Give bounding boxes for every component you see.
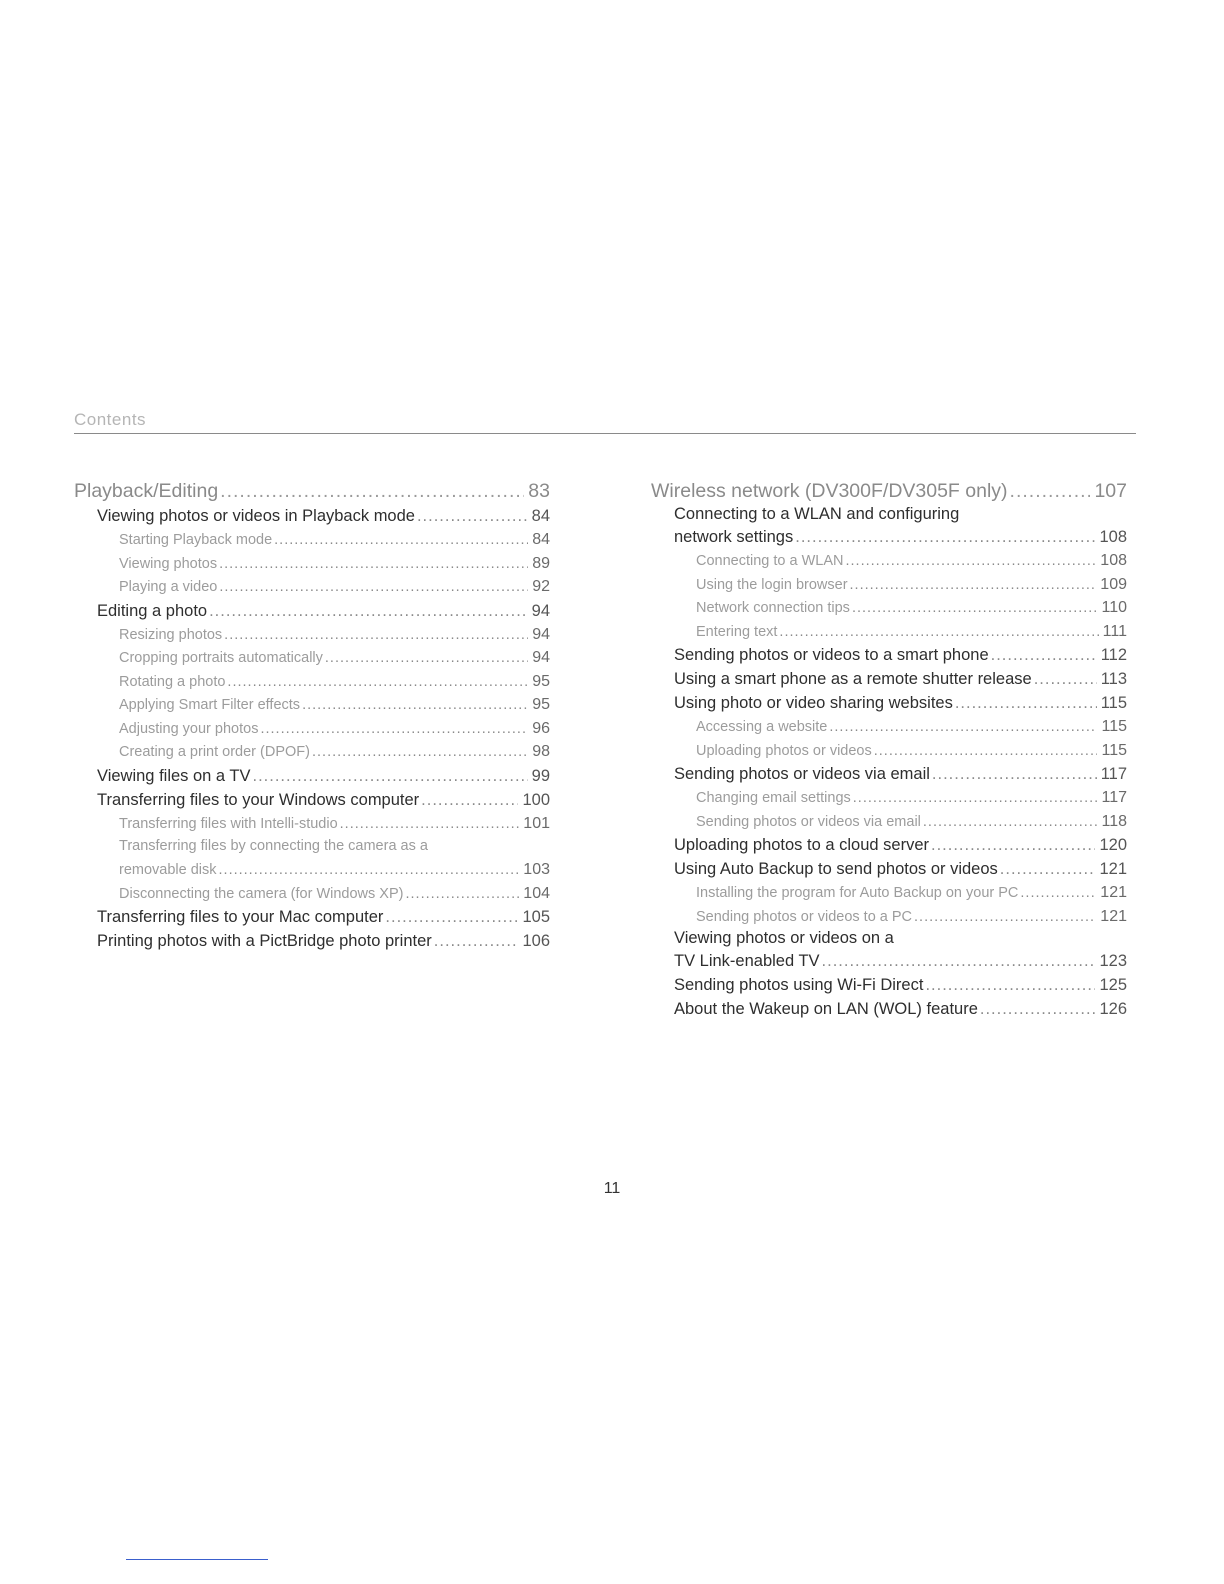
- toc-entry-page: 104: [523, 884, 550, 902]
- dot-leader: [991, 643, 1097, 667]
- toc-entry-page: 121: [1099, 860, 1127, 878]
- toc-entry[interactable]: [74, 693, 550, 717]
- toc-entry[interactable]: [651, 762, 1127, 786]
- dot-leader: [405, 883, 519, 907]
- toc-entry-page: 121: [1100, 884, 1127, 901]
- toc-entry[interactable]: [74, 623, 550, 647]
- toc-entry[interactable]: [74, 599, 550, 623]
- toc-entry-title-line: Transferring files by connecting the camera as a: [119, 838, 428, 854]
- dot-leader: [850, 574, 1097, 598]
- toc-entry[interactable]: [651, 478, 1127, 504]
- toc-entry-page: 110: [1101, 599, 1127, 616]
- toc-entry-page: 112: [1100, 646, 1127, 664]
- toc-entry-title: Using a smart phone as a remote shutter release: [674, 670, 1032, 688]
- toc-entry-page: 84: [532, 531, 550, 548]
- dot-leader: [325, 647, 528, 671]
- toc-entry-page: 95: [532, 672, 550, 690]
- toc-entry-page: 94: [532, 649, 550, 666]
- toc-left-column: [74, 478, 550, 953]
- toc-entry-title: Printing photos with a PictBridge photo printer: [97, 932, 432, 950]
- toc-entry[interactable]: [651, 973, 1127, 997]
- toc-entry-page: 100: [522, 790, 550, 809]
- dot-leader: [274, 529, 528, 553]
- toc-entry-title: Transferring files with Intelli-studio: [119, 815, 338, 832]
- dot-leader: [846, 550, 1097, 574]
- dot-leader: [219, 553, 528, 577]
- toc-entry[interactable]: [651, 596, 1127, 620]
- toc-entry[interactable]: [651, 525, 1127, 549]
- toc-entry-title: Playback/Editing: [74, 480, 219, 502]
- dot-leader: [914, 906, 1096, 930]
- bottom-link-underline: [126, 1559, 268, 1560]
- toc-entry-page: 84: [531, 507, 550, 525]
- toc-entry-page: 103: [523, 861, 550, 878]
- toc-entry-title: Using Auto Backup to send photos or videos: [674, 860, 998, 878]
- toc-entry-title-line: Viewing photos or videos on a: [674, 929, 894, 947]
- dot-leader: [260, 718, 528, 742]
- dot-leader: [1020, 882, 1096, 906]
- dot-leader: [931, 833, 1095, 857]
- dot-leader: [219, 859, 520, 883]
- toc-entry-page: 115: [1101, 741, 1127, 759]
- section-header-label: Contents: [74, 410, 147, 429]
- dot-leader: [932, 762, 1097, 786]
- toc-entry[interactable]: [74, 504, 550, 528]
- toc-entry[interactable]: [651, 739, 1127, 763]
- dot-leader: [434, 929, 519, 953]
- toc-entry-title: Changing email settings: [696, 790, 851, 806]
- toc-entry-page: 105: [522, 908, 550, 926]
- toc-entry-title: Viewing files on a TV: [97, 766, 251, 785]
- toc-entry-title: Playing a video: [119, 579, 218, 595]
- dot-leader: [385, 905, 518, 929]
- toc-entry[interactable]: [74, 717, 550, 741]
- toc-entry-title: Entering text: [696, 623, 778, 640]
- dot-leader: [1010, 478, 1091, 504]
- toc-entry[interactable]: [74, 788, 550, 812]
- toc-entry[interactable]: [651, 857, 1127, 881]
- dot-leader: [1034, 667, 1097, 691]
- toc-entry-page: 83: [528, 480, 550, 502]
- toc-entry-title: Creating a print order (DPOF): [119, 744, 310, 760]
- toc-entry[interactable]: [651, 643, 1127, 667]
- toc-entry-page: 120: [1099, 836, 1127, 854]
- toc-entry-title: Sending photos or videos via email: [696, 813, 921, 830]
- toc-entry[interactable]: [74, 905, 550, 929]
- toc-entry[interactable]: [651, 881, 1127, 905]
- dot-leader: [312, 741, 528, 765]
- toc-entry-title: Applying Smart Filter effects: [119, 697, 301, 713]
- toc-entry-title: Cropping portraits automatically: [119, 650, 323, 666]
- toc-entry[interactable]: [74, 646, 550, 670]
- toc-entry-title: Sending photos using Wi-Fi Direct: [674, 976, 924, 994]
- toc-entry-page: 117: [1101, 789, 1127, 806]
- toc-entry[interactable]: [651, 620, 1127, 644]
- toc-entry-page: 94: [532, 625, 550, 643]
- dot-leader: [340, 813, 520, 837]
- toc-entry[interactable]: [74, 528, 550, 552]
- toc-entry-title: Wireless network (DV300F/DV305F only): [651, 480, 1008, 502]
- toc-entry-title: Connecting to a WLAN: [696, 553, 844, 569]
- toc-entry-page: 108: [1099, 528, 1127, 546]
- toc-entry-page: 89: [532, 554, 550, 572]
- toc-entry-page: 111: [1102, 622, 1127, 640]
- toc-right-column: [651, 478, 1127, 1021]
- toc-entry-page: 98: [532, 743, 550, 760]
- dot-leader: [252, 764, 527, 788]
- toc-entry-title: Uploading photos to a cloud server: [674, 836, 929, 854]
- toc-entry-page: 123: [1099, 952, 1127, 970]
- dot-leader: [874, 740, 1098, 764]
- toc-entry[interactable]: [74, 858, 550, 882]
- dot-leader: [421, 788, 518, 812]
- toc-entry-title: Viewing photos or videos in Playback mode: [97, 507, 415, 525]
- toc-entry-page: 92: [532, 578, 550, 595]
- toc-entry-title: Sending photos or videos to a PC: [696, 908, 913, 925]
- toc-entry-page: 107: [1094, 480, 1127, 502]
- toc-entry[interactable]: [651, 905, 1127, 929]
- page-number: 11: [603, 1180, 621, 1197]
- toc-entry-title: Network connection tips: [696, 600, 850, 616]
- toc-entry[interactable]: [651, 549, 1127, 573]
- dot-leader: [779, 621, 1098, 645]
- dot-leader: [980, 997, 1096, 1021]
- toc-entry-page: 108: [1100, 552, 1127, 569]
- toc-entry-title: About the Wakeup on LAN (WOL) feature: [674, 1000, 978, 1018]
- toc-entry[interactable]: [651, 715, 1127, 739]
- toc-entry[interactable]: [651, 833, 1127, 857]
- toc-entry-page: 94: [531, 601, 550, 620]
- toc-entry-title: TV Link-enabled TV: [674, 952, 820, 970]
- toc-entry[interactable]: [651, 667, 1127, 691]
- dot-leader: [923, 811, 1098, 835]
- toc-entry-page: 95: [532, 696, 550, 713]
- toc-entry-page: 99: [531, 766, 550, 785]
- toc-entry-title: Transferring files to your Mac computer: [97, 908, 384, 926]
- toc-entry-title: Using the login browser: [696, 576, 848, 593]
- toc-entry[interactable]: [74, 812, 550, 836]
- dot-leader: [925, 973, 1095, 997]
- toc-entry[interactable]: [651, 949, 1127, 973]
- toc-entry-title: network settings: [674, 528, 794, 546]
- toc-entry-page: 117: [1100, 765, 1127, 783]
- dot-leader: [227, 671, 528, 695]
- toc-entry-title: removable disk: [119, 862, 217, 878]
- toc-entry[interactable]: [74, 740, 550, 764]
- toc-entry[interactable]: [651, 573, 1127, 597]
- header-divider: [74, 433, 1136, 434]
- dot-leader: [853, 787, 1098, 811]
- toc-entry[interactable]: [651, 786, 1127, 810]
- dot-leader: [220, 478, 524, 504]
- toc-entry-title: Transferring files to your Windows computer: [97, 790, 420, 809]
- toc-entry-title: Rotating a photo: [119, 673, 226, 690]
- toc-entry-page: 115: [1101, 718, 1127, 735]
- toc-entry-page: 121: [1100, 907, 1127, 925]
- toc-entry-title: Uploading photos or videos: [696, 742, 872, 759]
- toc-entry[interactable]: [74, 929, 550, 953]
- dot-leader: [219, 576, 528, 600]
- toc-entry[interactable]: [651, 691, 1127, 715]
- toc-entry[interactable]: [74, 552, 550, 576]
- dot-leader: [795, 525, 1095, 549]
- dot-leader: [955, 691, 1097, 715]
- toc-entry-page: 126: [1099, 1000, 1127, 1018]
- toc-entry-page: 96: [532, 719, 550, 737]
- toc-entry-page: 109: [1100, 575, 1127, 593]
- toc-entry-page: 113: [1100, 670, 1127, 688]
- toc-entry[interactable]: [651, 997, 1127, 1021]
- toc-entry-title: Installing the program for Auto Backup on your PC: [696, 885, 1019, 901]
- dot-leader: [822, 949, 1096, 973]
- dot-leader: [1000, 857, 1096, 881]
- toc-entry-title: Starting Playback mode: [119, 532, 273, 548]
- dot-leader: [302, 694, 528, 718]
- toc-entry[interactable]: [74, 764, 550, 788]
- toc-entry-page: 106: [522, 932, 550, 950]
- toc-entry-page: 118: [1101, 812, 1127, 830]
- toc-entry[interactable]: [651, 810, 1127, 834]
- toc-entry-page: 115: [1100, 694, 1127, 712]
- toc-entry-title: Resizing photos: [119, 626, 223, 643]
- toc-entry-title: Sending photos or videos to a smart phone: [674, 646, 989, 664]
- dot-leader: [417, 504, 528, 528]
- dot-leader: [852, 597, 1098, 621]
- toc-entry-title-line: Connecting to a WLAN and configuring: [674, 505, 960, 523]
- dot-leader: [224, 624, 528, 648]
- toc-entry-title: Sending photos or videos via email: [674, 765, 930, 783]
- toc-entry-title: Viewing photos: [119, 555, 218, 572]
- toc-entry[interactable]: [74, 670, 550, 694]
- toc-entry[interactable]: [74, 478, 550, 504]
- toc-entry-title: Using photo or video sharing websites: [674, 694, 953, 712]
- toc-entry-title: Disconnecting the camera (for Windows XP): [119, 885, 404, 902]
- toc-entry-page: 125: [1099, 976, 1127, 994]
- toc-entry[interactable]: [74, 575, 550, 599]
- dot-leader: [209, 599, 528, 623]
- toc-entry[interactable]: [74, 882, 550, 906]
- dot-leader: [829, 716, 1097, 740]
- toc-entry-title: Editing a photo: [97, 601, 208, 620]
- toc-entry-page: 101: [523, 814, 550, 832]
- toc-entry-title: Accessing a website: [696, 719, 828, 735]
- toc-entry-title: Adjusting your photos: [119, 720, 259, 737]
